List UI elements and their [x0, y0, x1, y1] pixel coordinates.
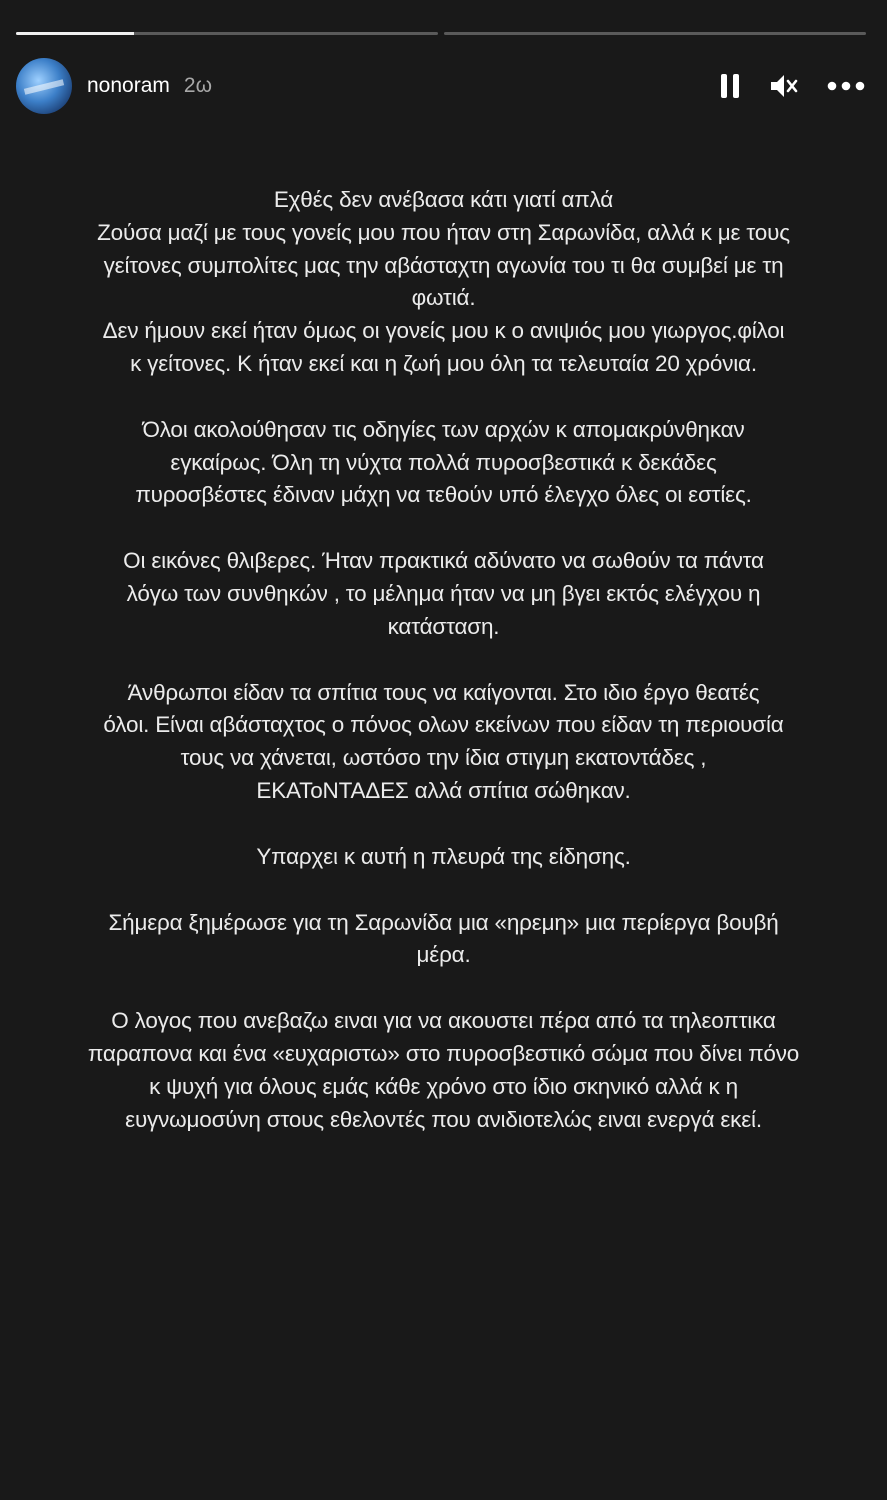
story-text-line: Υπαρχει κ αυτή η πλευρά της είδησης. [256, 843, 631, 869]
story-text-line: κατάσταση. [387, 613, 500, 639]
story-paragraph [40, 841, 847, 874]
story-text-line: ευγνωμοσύνη στους εθελοντές που ανιδιοτελώς ειναι ενεργά εκεί. [125, 1106, 762, 1132]
progress-fill [16, 32, 134, 35]
story-text-line: γείτονες συμπολίτες μας την αβάσταχτη αγωνία του τι θα συμβεί με τη [103, 252, 784, 278]
story-text-line: όλοι. Είναι αβάσταχτος ο πόνος ολων εκείνων που είδαν τη περιουσία [103, 712, 784, 738]
more-options-button[interactable] [827, 81, 865, 91]
story-paragraph [40, 907, 847, 973]
story-paragraph [40, 677, 847, 808]
story-text-line: μέρα. [416, 942, 471, 968]
story-paragraph [40, 414, 847, 512]
avatar[interactable] [16, 58, 72, 114]
story-text-line: ΕΚΑΤοΝΤΑΔΕΣ αλλά σπίτια σώθηκαν. [256, 777, 631, 803]
story-text-line: εγκαίρως. Όλη τη νύχτα πολλά πυροσβεστικά κ δεκάδες [170, 449, 717, 475]
progress-segment-next [444, 32, 866, 35]
story-header [16, 58, 865, 114]
story-controls [719, 72, 865, 100]
story-text-line: Ο λογος που ανεβαζω ειναι για να ακουστει πέρα από τα τηλεοπτικα [111, 1008, 776, 1034]
story-text-line: Άνθρωποι είδαν τα σπίτια τους να καίγονται. Στο ιδιο έργο θεατές [127, 679, 760, 705]
post-time: 2ω [183, 74, 212, 97]
mute-button[interactable] [769, 72, 799, 100]
pause-icon [719, 72, 741, 100]
story-text-line: Ζούσα μαζί με τους γονείς μου που ήταν στη Σαρωνίδα, αλλά κ με τους [97, 219, 790, 245]
story-text-line: Σήμερα ξημέρωσε για τη Σαρωνίδα μια «ηρεμη» μια περίεργα βουβή [108, 909, 779, 935]
story-text [40, 184, 847, 1169]
username[interactable]: nonoram [87, 74, 170, 97]
story-text-line: Εχθές δεν ανέβασα κάτι γιατί απλά [273, 187, 614, 212]
more-horizontal-icon [827, 81, 865, 91]
progress-segment-current [16, 32, 438, 35]
story-paragraph [40, 184, 847, 381]
story-text-line: κ γείτονες. Κ ήταν εκεί και η ζωή μου όλη τα τελευταία 20 χρόνια. [130, 350, 757, 376]
story-paragraph [40, 1005, 847, 1136]
story-text-line: Όλοι ακολούθησαν τις οδηγίες των αρχών κ απομακρύνθηκαν [142, 416, 745, 442]
speaker-muted-icon [769, 72, 799, 100]
story-text-line: τους να χάνεται, ωστόσο την ίδια στιγμη εκατοντάδες , [180, 745, 707, 771]
story-text-line: πυροσβέστες έδιναν μάχη να τεθούν υπό έλεγχο όλες οι εστίες. [135, 482, 752, 508]
story-text-line: φωτιά. [411, 285, 476, 311]
story-text-line: κ ψυχή για όλους εμάς κάθε χρόνο στο ίδιο σκηνικό αλλά κ η [149, 1073, 738, 1099]
story-text-line: παραπονα και ένα «ευχαριστω» στο πυροσβεστικό σώμα που δίνει πόνο [87, 1040, 800, 1066]
story-paragraph [40, 545, 847, 643]
story-text-line: Οι εικόνες θλιβερες. Ήταν πρακτικά αδύνατο να σωθούν τα πάντα [123, 548, 764, 574]
story-progress-bar [16, 32, 866, 36]
pause-button[interactable] [719, 72, 741, 100]
story-text-line: Δεν ήμουν εκεί ήταν όμως οι γονείς μου κ ο ανιψιός μου γιωργος.φίλοι [102, 318, 785, 344]
story-text-line: λόγω των συνθηκών , το μέλημα ήταν να μη βγει εκτός ελέγχου η [126, 580, 761, 606]
